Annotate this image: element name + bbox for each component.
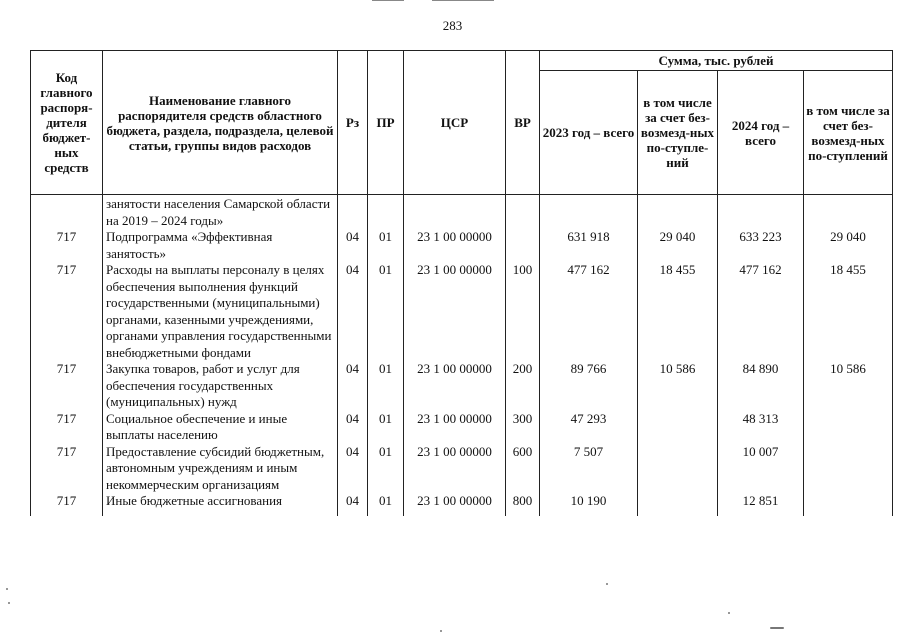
header-sum-group: Сумма, тыс. рублей	[540, 51, 893, 71]
cell-vr: 300	[506, 411, 540, 444]
scan-speck	[440, 630, 442, 632]
cell-pr: 01	[368, 361, 404, 411]
cell-code: 717	[31, 493, 103, 516]
scan-speck	[8, 602, 10, 604]
cell-csr: 23 1 00 00000	[404, 229, 506, 262]
cell-rz: 04	[338, 411, 368, 444]
cell-rz: 04	[338, 361, 368, 411]
cell-2023-free: 18 455	[638, 262, 718, 361]
table-row	[31, 411, 893, 444]
cell-2024-total: 12 851	[718, 493, 804, 516]
cell-code	[31, 195, 103, 230]
cell-vr: 600	[506, 444, 540, 494]
header-2023-free: в том числе за счет без-возмезд-ных по-ступле-ний	[638, 71, 718, 195]
cell-2023-total	[540, 195, 638, 230]
cell-2024-free: 10 586	[804, 361, 893, 411]
cell-csr: 23 1 00 00000	[404, 262, 506, 361]
table-row	[31, 361, 893, 411]
cell-code: 717	[31, 229, 103, 262]
cell-pr: 01	[368, 229, 404, 262]
scan-speck	[770, 627, 784, 629]
cell-rz: 04	[338, 444, 368, 494]
cell-code: 717	[31, 444, 103, 494]
header-2024-free: в том числе за счет без-возмезд-ных по-ступлений	[804, 71, 893, 195]
cell-2023-total: 89 766	[540, 361, 638, 411]
page-number: 283	[442, 18, 463, 33]
table-row	[31, 262, 893, 361]
cell-2024-free	[804, 444, 893, 494]
cell-2023-total: 7 507	[540, 444, 638, 494]
cell-name: Социальное обеспечение и иные выплаты населению	[103, 411, 338, 444]
cell-2024-total	[718, 195, 804, 230]
cell-2024-total: 633 223	[718, 229, 804, 262]
top-rule-mid	[432, 0, 494, 1]
cell-2024-free	[804, 195, 893, 230]
cell-name: Расходы на выплаты персоналу в целях обеспечения выполнения функций государственными (муниципальными) органами, казенными учреждениями, органами управления государственными внебюджетными фондами	[103, 262, 338, 361]
cell-2023-free	[638, 493, 718, 516]
cell-pr: 01	[368, 411, 404, 444]
scan-speck	[606, 583, 608, 585]
cell-code: 717	[31, 361, 103, 411]
cell-2024-total: 10 007	[718, 444, 804, 494]
scan-speck	[728, 612, 730, 614]
cell-name: Предоставление субсидий бюджетным, автономным учреждениям и иным некоммерческим организациям	[103, 444, 338, 494]
cell-2023-free	[638, 444, 718, 494]
cell-name: Закупка товаров, работ и услуг для обеспечения государственных (муниципальных) нужд	[103, 361, 338, 411]
cell-2024-free: 18 455	[804, 262, 893, 361]
cell-vr: 200	[506, 361, 540, 411]
cell-vr	[506, 195, 540, 230]
cell-2023-total: 10 190	[540, 493, 638, 516]
cell-csr	[404, 195, 506, 230]
header-2023-total: 2023 год – всего	[540, 71, 638, 195]
table-header	[31, 51, 893, 195]
cell-pr: 01	[368, 262, 404, 361]
budget-table	[30, 50, 893, 516]
cell-pr: 01	[368, 444, 404, 494]
cell-rz: 04	[338, 262, 368, 361]
cell-2023-total: 631 918	[540, 229, 638, 262]
table-body	[31, 195, 893, 516]
cell-code: 717	[31, 262, 103, 361]
cell-csr: 23 1 00 00000	[404, 411, 506, 444]
table-row	[31, 195, 893, 230]
cell-name: Иные бюджетные ассигнования	[103, 493, 338, 516]
cell-2023-total: 477 162	[540, 262, 638, 361]
cell-name: занятости населения Самарской области на 2019 – 2024 годы»	[103, 195, 338, 230]
cell-2023-free	[638, 195, 718, 230]
cell-2023-total: 47 293	[540, 411, 638, 444]
header-name: Наименование главного распорядителя средств областного бюджета, раздела, подраздела, целевой статьи, группы видов расходов	[103, 51, 338, 195]
cell-2024-total: 84 890	[718, 361, 804, 411]
cell-pr	[368, 195, 404, 230]
cell-2024-free: 29 040	[804, 229, 893, 262]
cell-vr	[506, 229, 540, 262]
header-pr: ПР	[368, 51, 404, 195]
cell-csr: 23 1 00 00000	[404, 493, 506, 516]
cell-2024-free	[804, 493, 893, 516]
table-row	[31, 493, 893, 516]
cell-csr: 23 1 00 00000	[404, 444, 506, 494]
cell-rz: 04	[338, 229, 368, 262]
cell-2024-free	[804, 411, 893, 444]
cell-rz	[338, 195, 368, 230]
cell-2023-free: 10 586	[638, 361, 718, 411]
cell-2023-free	[638, 411, 718, 444]
cell-pr: 01	[368, 493, 404, 516]
scan-speck	[6, 588, 8, 590]
cell-2024-total: 477 162	[718, 262, 804, 361]
top-rule-left	[372, 0, 404, 1]
cell-2023-free: 29 040	[638, 229, 718, 262]
table-row	[31, 444, 893, 494]
cell-2024-total: 48 313	[718, 411, 804, 444]
cell-name: Подпрограмма «Эффективная занятость»	[103, 229, 338, 262]
table-row	[31, 229, 893, 262]
header-rz: Рз	[338, 51, 368, 195]
header-2024-total: 2024 год – всего	[718, 71, 804, 195]
header-vr: ВР	[506, 51, 540, 195]
header-csr: ЦСР	[404, 51, 506, 195]
cell-vr: 100	[506, 262, 540, 361]
cell-vr: 800	[506, 493, 540, 516]
cell-rz: 04	[338, 493, 368, 516]
cell-code: 717	[31, 411, 103, 444]
header-code: Код главного распоря-дителя бюджет-ных средств	[31, 51, 103, 195]
cell-csr: 23 1 00 00000	[404, 361, 506, 411]
